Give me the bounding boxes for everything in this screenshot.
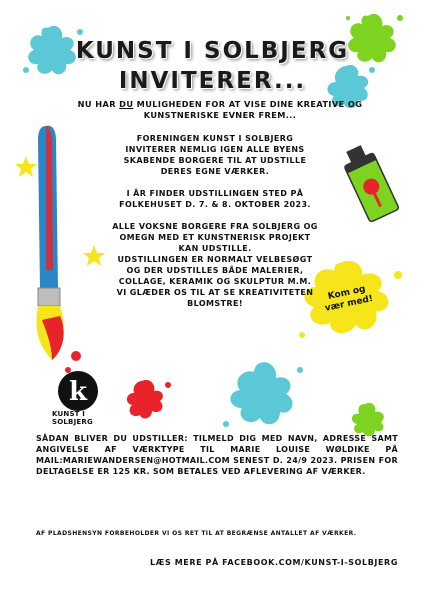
body-paragraph: ALLE VOKSNE BORGERE FRA SOLBJERG OG OMEGN MED ET KUNSTNERISK PROJEKT KAN UDSTILLE. [112, 222, 318, 253]
paint-tube-icon [338, 138, 408, 238]
page-title-line2: INVITERER... [118, 68, 307, 94]
cyan-splash-bottom-icon [220, 358, 310, 433]
body-paragraph: UDSTILLINGEN ER NORMALT VELBESØGT OG DER UDSTILLES BÅDE MALERIER, COLLAGE, KERAMIK OG SKULPTUR M.M. [117, 255, 313, 286]
logo-text: KUNST I SOLBJERG [52, 410, 93, 426]
page-title-line1: KUNST I SOLBJERG [75, 38, 350, 64]
signup-text: SÅDAN BLIVER DU UDSTILLER: TILMELD DIG MED NAVN, ADRESSE SAMT ANGIVELSE AF VÆRKTYPE TIL MARIE LOUISE WØLDIKE PÅ MAIL:MARIEWANDERSEN@HOTMAIL.COM SENEST D. 24/9 2023. PRISEN FOR DELTAGELSE ER 125 KR. SOM BETALES VED AFLEVERING AF VÆRKER. [36, 434, 398, 476]
disclaimer-text: AF PLADSHENSYN FORBEHOLDER VI OS RET TIL AT BEGRÆNSE ANTALLET AF VÆRKER. [36, 530, 357, 537]
kom-og-vaer-med-bubble: Kom og vær med! [324, 284, 374, 314]
body-paragraph: FORENINGEN KUNST I SOLBJERG INVITERER NEMLIG IGEN ALLE BYENS SKABENDE BORGERE TIL AT UDSTILLE DERES EGNE VÆRKER. [123, 134, 307, 176]
body-text [110, 133, 320, 309]
logo-mark: k [68, 377, 88, 407]
facebook-link-text: LÆS MERE PÅ FACEBOOK.COM/KUNST-I-SOLBJERG [149, 558, 398, 567]
lead-text: NU HAR DU MULIGHEDEN FOR AT VISE DINE KREATIVE OG KUNSTNERISKE EVNER FREM... [77, 99, 363, 120]
body-paragraph: I ÅR FINDER UDSTILLINGEN STED PÅ FOLKEHUSET D. 7. & 8. OKTOBER 2023. [119, 189, 311, 209]
paintbrush-icon [18, 120, 108, 380]
kunst-i-solbjerg-logo [52, 370, 104, 412]
body-paragraph: VI GLÆDER OS TIL AT SE KREATIVITETEN BLOMSTRE! [116, 288, 314, 308]
red-splash-icon [120, 375, 175, 425]
